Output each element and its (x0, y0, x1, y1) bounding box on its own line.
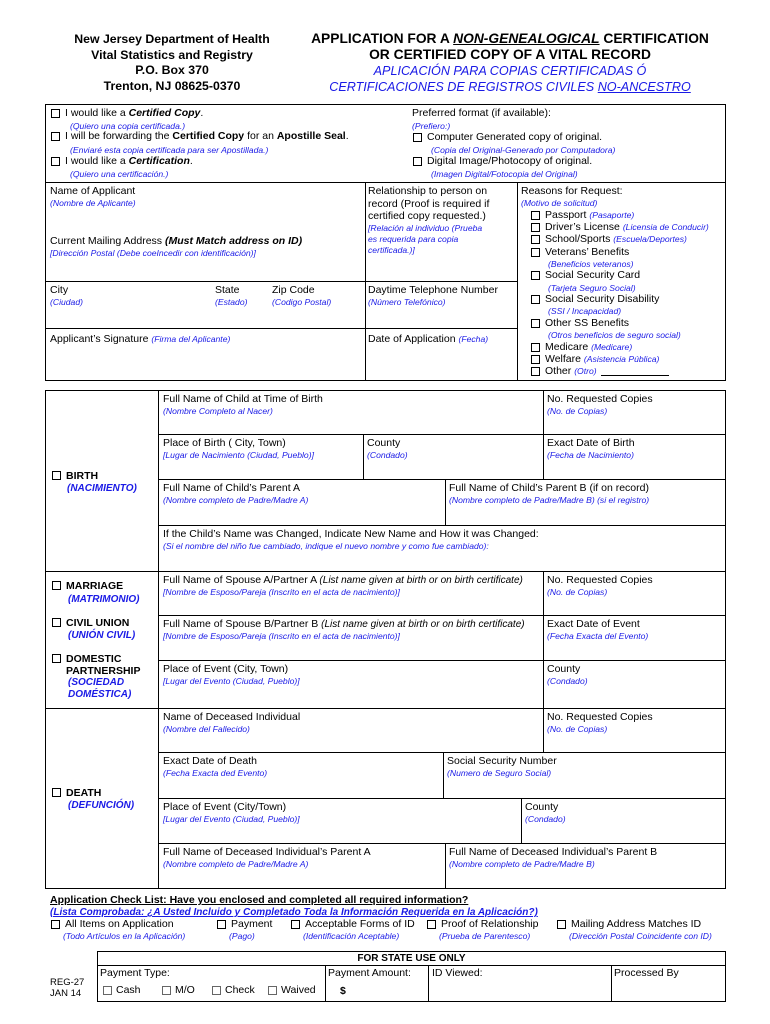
parent-b-label: Full Name of Child’s Parent B (if on record) (449, 482, 649, 494)
payment-method-checkbox[interactable] (103, 986, 112, 995)
city-label-es: (Ciudad) (50, 297, 83, 307)
certification-checkbox[interactable] (51, 157, 60, 166)
form-title-line1: APPLICATION FOR A NON-GENEALOGICAL CERTIFICATION (311, 31, 709, 46)
id-viewed-label: ID Viewed: (432, 967, 483, 979)
state-label: State (215, 284, 240, 296)
event-date-label-es: (Fecha Exacta del Evento) (547, 631, 649, 641)
spouse-b-label: Full Name of Spouse B/Partner B (List name given at birth or on birth certificate) (163, 618, 525, 630)
preferred-format-label-es: (Prefiero:) (412, 121, 451, 131)
certification-label: I would like a Certification. (65, 155, 193, 167)
applicant-name-label: Name of Applicant (50, 185, 136, 197)
reason-label: Passport (Pasaporte) (545, 209, 635, 221)
birth-label-es: (NACIMIENTO) (67, 483, 137, 494)
deceased-parent-b-label: Full Name of Deceased Individual’s Parent B (449, 846, 658, 858)
reason-label: Social Security Disability (545, 293, 660, 306)
event-date-label: Exact Date of Event (547, 618, 640, 630)
reason-checkbox[interactable] (531, 319, 540, 328)
spouse-a-label: Full Name of Spouse A/Partner A (List name given at birth or on birth certificate) (163, 574, 523, 586)
death-date-label: Exact Date of Death (163, 755, 257, 767)
digital-image-label: Digital Image/Photocopy of original. (427, 155, 593, 167)
certified-copy-label-es: (Quiero una copia certificada.) (70, 121, 186, 131)
checklist-label: Acceptable Forms of ID (305, 918, 415, 930)
city-label: City (50, 284, 69, 296)
death-copies-label-es: (No. de Copias) (547, 724, 608, 734)
reason-label: Social Security Card (545, 269, 641, 282)
deceased-name-label: Name of Deceased Individual (163, 711, 301, 723)
apostille-checkbox[interactable] (51, 132, 60, 141)
ssn-label-es: (Numero de Seguro Social) (447, 768, 552, 778)
checklist-title: Application Check List: Have you enclosed and completed all required information? (50, 894, 469, 906)
birth-checkbox[interactable] (52, 471, 61, 480)
payment-amount-symbol: $ (340, 985, 346, 997)
relationship-label-es: [Relación al individuo (Prueba es requerida para copia certificada.)] (368, 223, 483, 255)
name-changed-label-es: (Si el nombre del niño fue cambiado, indique el nuevo nombre y como fue cambiado): (163, 541, 489, 551)
payment-method-label: Check (225, 984, 255, 996)
checklist-label: Mailing Address Matches ID (571, 918, 702, 930)
domestic-partnership-label-es: (SOCIEDAD DOMÉSTICA) (68, 677, 132, 700)
signature-label: Applicant’s Signature (Firma del Aplicante) (50, 333, 231, 345)
form-title (300, 31, 720, 63)
marriage-checkbox[interactable] (52, 581, 61, 590)
death-county-label-es: (Condado) (525, 814, 566, 824)
marriage-copies-label-es: (No. de Copias) (547, 587, 608, 597)
child-name-label: Full Name of Child at Time of Birth (163, 393, 323, 405)
computer-generated-checkbox[interactable] (413, 133, 422, 142)
reason-checkbox[interactable] (531, 367, 540, 376)
checklist-label: Proof of Relationship (441, 918, 539, 930)
payment-type-label: Payment Type: (100, 967, 170, 979)
reason-label: Medicare (Medicare) (545, 340, 633, 353)
apostille-label: I will be forwarding the Certified Copy for an Apostille Seal. (65, 130, 349, 142)
agency-city: Trenton, NJ 08625-0370 (103, 78, 241, 93)
event-county-label-es: (Condado) (547, 676, 588, 686)
spouse-b-label-es: [Nombre de Esposo/Pareja (Inscrito en el acta de nacimiento)] (163, 631, 400, 641)
reason-checkbox[interactable] (531, 248, 540, 257)
reason-checkbox[interactable] (531, 271, 540, 280)
checklist-checkbox[interactable] (217, 920, 226, 929)
digital-image-label-es: (Imagen Digital/Fotocopia del Original) (431, 169, 578, 179)
checklist-label: Payment (231, 918, 273, 930)
checklist-label-es: (Pago) (229, 931, 255, 941)
payment-amount-label: Payment Amount: (328, 967, 411, 979)
child-name-label-es: (Nombre Completo al Nacer) (163, 406, 273, 416)
payment-method-checkbox[interactable] (268, 986, 277, 995)
agency-po-box: P.O. Box 370 (135, 63, 209, 77)
checklist-label-es: (Todo Artículos en la Aplicación) (63, 931, 186, 941)
payment-method-checkbox[interactable] (212, 986, 221, 995)
agency-name: New Jersey Department of Health (74, 32, 270, 46)
application-date-label: Date of Application (Fecha) (368, 333, 489, 345)
reason-checkbox[interactable] (531, 355, 540, 364)
computer-generated-label: Computer Generated copy of original. (427, 131, 603, 143)
reason-label-es: (Beneficios veteranos) (548, 258, 634, 269)
event-place-label-es: [Lugar del Evento (Ciudad, Pueblo)] (163, 676, 300, 686)
preferred-format-label: Preferred format (if available): (412, 107, 551, 119)
reason-checkbox[interactable] (531, 343, 540, 352)
certified-copy-label: I would like a Certified Copy. (65, 107, 204, 119)
phone-label-es: (Número Telefónico) (368, 297, 446, 307)
checklist-checkbox[interactable] (51, 920, 60, 929)
mailing-address-label-es: [Dirección Postal (Debe coeIncedir con identificación)] (50, 248, 256, 258)
event-county-label: County (547, 663, 581, 675)
birth-date-label: Exact Date of Birth (547, 437, 635, 449)
civil-union-label-es: (UNIÓN CIVIL) (68, 630, 136, 641)
reason-checkbox[interactable] (531, 223, 540, 232)
event-place-label: Place of Event (City, Town) (163, 663, 289, 675)
digital-image-checkbox[interactable] (413, 157, 422, 166)
mailing-address-label: Current Mailing Address (Must Match address on ID) (50, 235, 303, 247)
parent-b-label-es: (Nombre completo de Padre/Madre B) (si el registro) (449, 495, 650, 505)
birth-county-label-es: (Condado) (367, 450, 408, 460)
death-label: DEATH (66, 787, 102, 799)
payment-method-label: M/O (175, 984, 195, 996)
domestic-partnership-label: DOMESTIC (66, 653, 122, 665)
certified-copy-checkbox[interactable] (51, 109, 60, 118)
deceased-name-label-es: (Nombre del Fallecido) (163, 724, 250, 734)
reason-checkbox[interactable] (531, 295, 540, 304)
reason-label: Veterans’ Benefits (545, 245, 630, 258)
birth-copies-label-es: (No. de Copias) (547, 406, 608, 416)
deceased-parent-a-label-es: (Nombre completo de Padre/Madre A) (163, 859, 309, 869)
civil-union-label: CIVIL UNION (66, 617, 130, 629)
phone-label: Daytime Telephone Number (368, 284, 498, 296)
death-checkbox[interactable] (52, 788, 61, 797)
name-changed-label: If the Child’s Name was Changed, Indicate New Name and How it was Changed: (163, 528, 539, 540)
birth-date-label-es: (Fecha de Nacimiento) (547, 450, 634, 460)
agency-block (58, 32, 286, 94)
computer-generated-label-es: (Copia del Original-Generado por Computadora) (431, 145, 616, 155)
checklist-label: All Items on Application (65, 918, 174, 930)
agency-division: Vital Statistics and Registry (91, 47, 253, 62)
reason-checkbox[interactable] (531, 235, 540, 244)
form-title-spanish: APLICACIÓN PARA COPIAS CERTIFICADAS Ó CERTIFICACIONES DE REGISTROS CIVILES NO-ANCESTRO (329, 64, 691, 94)
form-number: REG-27 (50, 977, 85, 988)
deceased-parent-a-label: Full Name of Deceased Individual’s Parent A (163, 846, 371, 858)
checklist-checkbox[interactable] (291, 920, 300, 929)
form-title-line2: OR CERTIFIED COPY OF A VITAL RECORD (369, 47, 651, 62)
reason-label: Other (Otro) (545, 365, 669, 377)
applicant-name-label-es: (Nombre de Aplicante) (50, 198, 136, 208)
deceased-parent-b-label-es: (Nombre completo de Padre/Madre B) (449, 859, 595, 869)
birth-label: BIRTH (66, 470, 99, 482)
reason-label: Driver’s License (Licensia de Conducir) (545, 221, 709, 234)
birth-copies-label: No. Requested Copies (547, 393, 653, 405)
death-copies-label: No. Requested Copies (547, 711, 653, 723)
checklist-title-es: (Lista Comprobada: ¿A Usted Incluido y Completado Toda la Información Requerida en la Aplicación?) (50, 907, 538, 918)
form-revision-date: JAN 14 (50, 988, 82, 999)
parent-a-label-es: (Nombre completo de Padre/Madre A) (163, 495, 309, 505)
state-use-title: FOR STATE USE ONLY (357, 953, 466, 964)
reason-label-es: (Tarjeta Seguro Social) (548, 282, 636, 293)
apostille-label-es: (Enviaré esta copia certificada para ser Apostillada.) (70, 145, 269, 155)
domestic-partnership-checkbox[interactable] (52, 654, 61, 663)
relationship-label: Relationship to person on record (Proof is required if certified copy requested.) (368, 185, 490, 222)
death-place-label-es: [Lugar del Evento (Ciudad, Pueblo)] (163, 814, 300, 824)
reason-label: Welfare (Asistencia Pública) (545, 353, 660, 365)
parent-a-label: Full Name of Child’s Parent A (163, 482, 300, 494)
state-label-es: (Estado) (215, 297, 248, 307)
checklist-label-es: (Prueba de Parentesco) (439, 931, 531, 941)
civil-union-checkbox[interactable] (52, 618, 61, 627)
checklist-label-es: (Dirección Postal Coincidente con ID) (569, 931, 712, 941)
payment-method-label: Cash (116, 984, 141, 996)
reason-checkbox[interactable] (531, 211, 540, 220)
ssn-label: Social Security Number (447, 755, 557, 767)
payment-method-label: Waived (281, 984, 316, 996)
checklist-label-es: (Identificación Aceptable) (303, 931, 400, 941)
reasons-title-es: (Motivo de solicitud) (521, 198, 598, 208)
death-county-label: County (525, 801, 559, 813)
birth-place-label-es: [Lugar de Nacimiento (Ciudad, Pueblo)] (163, 450, 314, 460)
reason-label: Other SS Benefits (545, 317, 630, 329)
death-date-label-es: (Fecha Exacta ded Evento) (163, 768, 268, 778)
birth-county-label: County (367, 437, 401, 449)
reason-label-es: (Otros beneficios de seguro social) (548, 330, 681, 341)
marriage-label-es: (MATRIMONIO) (68, 594, 140, 605)
processed-by-label: Processed By (614, 967, 679, 979)
marriage-label: MARRIAGE (66, 580, 124, 592)
marriage-copies-label: No. Requested Copies (547, 574, 653, 586)
reason-label: School/Sports (Escuela/Deportes) (545, 233, 687, 246)
reason-label-es: (SSI / Incapacidad) (548, 306, 622, 317)
zip-label-es: (Codigo Postal) (272, 297, 332, 307)
death-place-label: Place of Event (City/Town) (163, 801, 287, 813)
checklist-checkbox[interactable] (557, 920, 566, 929)
reasons-title: Reasons for Request: (521, 185, 623, 197)
zip-label: Zip Code (272, 284, 315, 296)
spouse-a-label-es: [Nombre de Esposo/Pareja (Inscrito en el acta de nacimiento)] (163, 587, 400, 597)
certification-label-es: (Quiero una certificación.) (70, 169, 169, 179)
death-label-es: (DEFUNCIÓN) (68, 800, 135, 811)
birth-place-label: Place of Birth ( City, Town) (163, 437, 286, 449)
payment-method-checkbox[interactable] (162, 986, 171, 995)
checklist-checkbox[interactable] (427, 920, 436, 929)
